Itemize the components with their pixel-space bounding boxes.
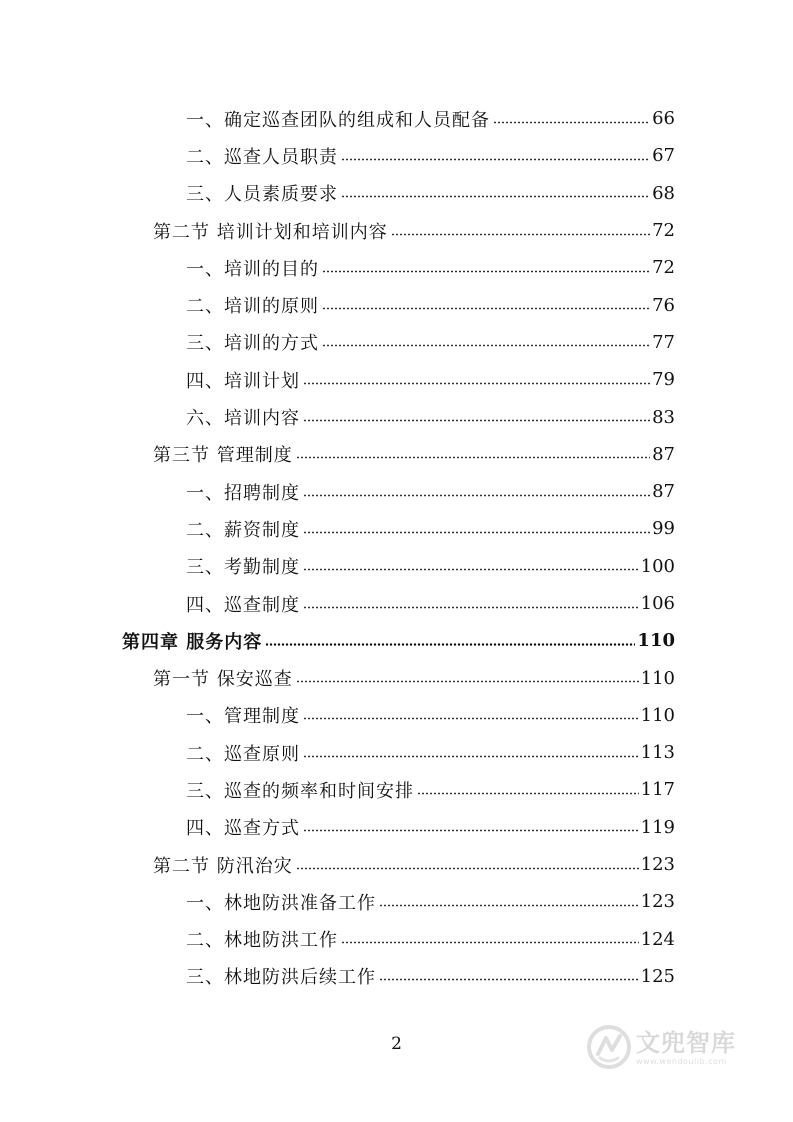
toc-entry[interactable] [0, 771, 793, 808]
toc-entry[interactable] [0, 324, 793, 361]
toc-entry[interactable] [0, 175, 793, 212]
toc-leader-dots [341, 158, 650, 161]
watermark-brand: 文兜智库 [636, 1028, 736, 1057]
toc-entry[interactable] [0, 398, 793, 435]
toc-entry[interactable] [0, 548, 793, 585]
toc-entry-label: 第四章 服务内容 [122, 631, 263, 653]
toc-leader-dots [341, 195, 650, 198]
toc-leader-dots [303, 382, 650, 385]
toc-entry[interactable] [0, 286, 793, 323]
toc-entry-page: 83 [652, 406, 675, 428]
toc-entry-label: 四、巡查方式 [186, 818, 300, 840]
toc-leader-dots [341, 941, 639, 944]
toc-entry[interactable] [0, 100, 793, 137]
toc-section-entry[interactable] [0, 436, 793, 473]
toc-entry-label: 二、培训的原则 [186, 296, 319, 318]
toc-entry-page: 123 [640, 891, 675, 913]
table-of-contents [0, 100, 793, 995]
toc-entry-label: 二、林地防洪工作 [186, 930, 338, 952]
toc-entry-page: 72 [652, 257, 675, 279]
toc-leader-dots [303, 419, 650, 422]
watermark [586, 1018, 776, 1076]
toc-entry-page: 110 [640, 704, 675, 726]
toc-leader-dots [391, 233, 650, 236]
toc-entry[interactable] [0, 883, 793, 920]
toc-entry[interactable] [0, 809, 793, 846]
watermark-url: www.wendoulib.com [636, 1056, 727, 1066]
toc-entry-label: 三、考勤制度 [186, 557, 300, 579]
toc-leader-dots [296, 456, 650, 459]
toc-entry-page: 117 [640, 779, 675, 801]
toc-entry-page: 68 [652, 182, 675, 204]
toc-entry[interactable] [0, 921, 793, 958]
toc-entry-label: 二、薪资制度 [186, 519, 300, 541]
toc-entry[interactable] [0, 473, 793, 510]
toc-leader-dots [493, 121, 650, 124]
toc-leader-dots [322, 344, 650, 347]
toc-leader-dots [322, 307, 650, 310]
toc-entry-page: 124 [640, 928, 675, 950]
toc-entry-page: 125 [640, 965, 675, 987]
toc-entry[interactable] [0, 361, 793, 398]
toc-entry-page: 72 [652, 220, 675, 242]
toc-entry-label: 三、林地防洪后续工作 [186, 967, 376, 989]
toc-section-entry[interactable] [0, 846, 793, 883]
toc-entry-label: 第三节 管理制度 [153, 445, 293, 467]
toc-entry[interactable] [0, 585, 793, 622]
toc-entry-page: 99 [652, 518, 675, 540]
toc-entry-page: 100 [640, 555, 675, 577]
toc-entry-label: 三、培训的方式 [186, 333, 319, 355]
toc-leader-dots [303, 755, 639, 758]
toc-leader-dots [303, 494, 650, 497]
toc-entry-page: 79 [652, 369, 675, 391]
toc-entry-page: 77 [652, 331, 675, 353]
watermark-text [636, 1029, 736, 1066]
toc-entry-label: 四、培训计划 [186, 370, 300, 392]
toc-leader-dots [322, 270, 650, 273]
toc-entry-label: 三、人员素质要求 [186, 184, 338, 206]
toc-entry-label: 二、巡查人员职责 [186, 146, 338, 168]
toc-entry-label: 二、巡查原则 [186, 743, 300, 765]
page-number: 2 [391, 1034, 402, 1054]
toc-entry-label: 六、培训内容 [186, 408, 300, 430]
toc-entry-label: 第二节 防汛治灾 [153, 855, 293, 877]
toc-entry[interactable] [0, 958, 793, 995]
toc-leader-dots [303, 568, 639, 571]
toc-section-entry[interactable] [0, 659, 793, 696]
toc-entry-label: 一、培训的目的 [186, 258, 319, 280]
toc-entry-label: 第二节 培训计划和培训内容 [153, 221, 388, 243]
wendou-logo-icon [586, 1024, 632, 1070]
toc-leader-dots [296, 867, 639, 870]
toc-entry-page: 113 [640, 742, 675, 764]
toc-entry-label: 一、管理制度 [186, 706, 300, 728]
toc-entry-page: 110 [637, 630, 675, 652]
toc-entry-page: 87 [652, 443, 675, 465]
toc-entry-page: 66 [652, 108, 675, 130]
toc-section-entry[interactable] [0, 212, 793, 249]
toc-entry-label: 四、巡查制度 [186, 594, 300, 616]
toc-leader-dots [379, 978, 639, 981]
toc-entry-label: 一、确定巡查团队的组成和人员配备 [186, 109, 490, 131]
toc-entry-label: 一、林地防洪准备工作 [186, 892, 376, 914]
toc-entry-page: 123 [640, 854, 675, 876]
toc-entry[interactable] [0, 510, 793, 547]
toc-entry-page: 87 [652, 481, 675, 503]
toc-leader-dots [303, 606, 639, 609]
toc-entry-page: 76 [652, 294, 675, 316]
toc-entry-label: 第一节 保安巡查 [153, 669, 293, 691]
toc-leader-dots [303, 829, 639, 832]
toc-leader-dots [303, 531, 650, 534]
toc-entry-label: 三、巡查的频率和时间安排 [186, 780, 414, 802]
toc-chapter-entry[interactable] [0, 622, 793, 659]
toc-leader-dots [265, 643, 635, 646]
toc-leader-dots [417, 792, 639, 795]
toc-entry-page: 119 [640, 816, 675, 838]
toc-leader-dots [303, 717, 639, 720]
toc-entry[interactable] [0, 249, 793, 286]
toc-entry[interactable] [0, 137, 793, 174]
toc-entry-label: 一、招聘制度 [186, 482, 300, 504]
toc-entry-page: 106 [640, 593, 675, 614]
toc-leader-dots [379, 904, 639, 907]
toc-entry[interactable] [0, 697, 793, 734]
toc-entry-page: 110 [640, 667, 675, 689]
toc-entry[interactable] [0, 734, 793, 771]
toc-entry-page: 67 [652, 145, 675, 167]
toc-leader-dots [296, 680, 639, 683]
